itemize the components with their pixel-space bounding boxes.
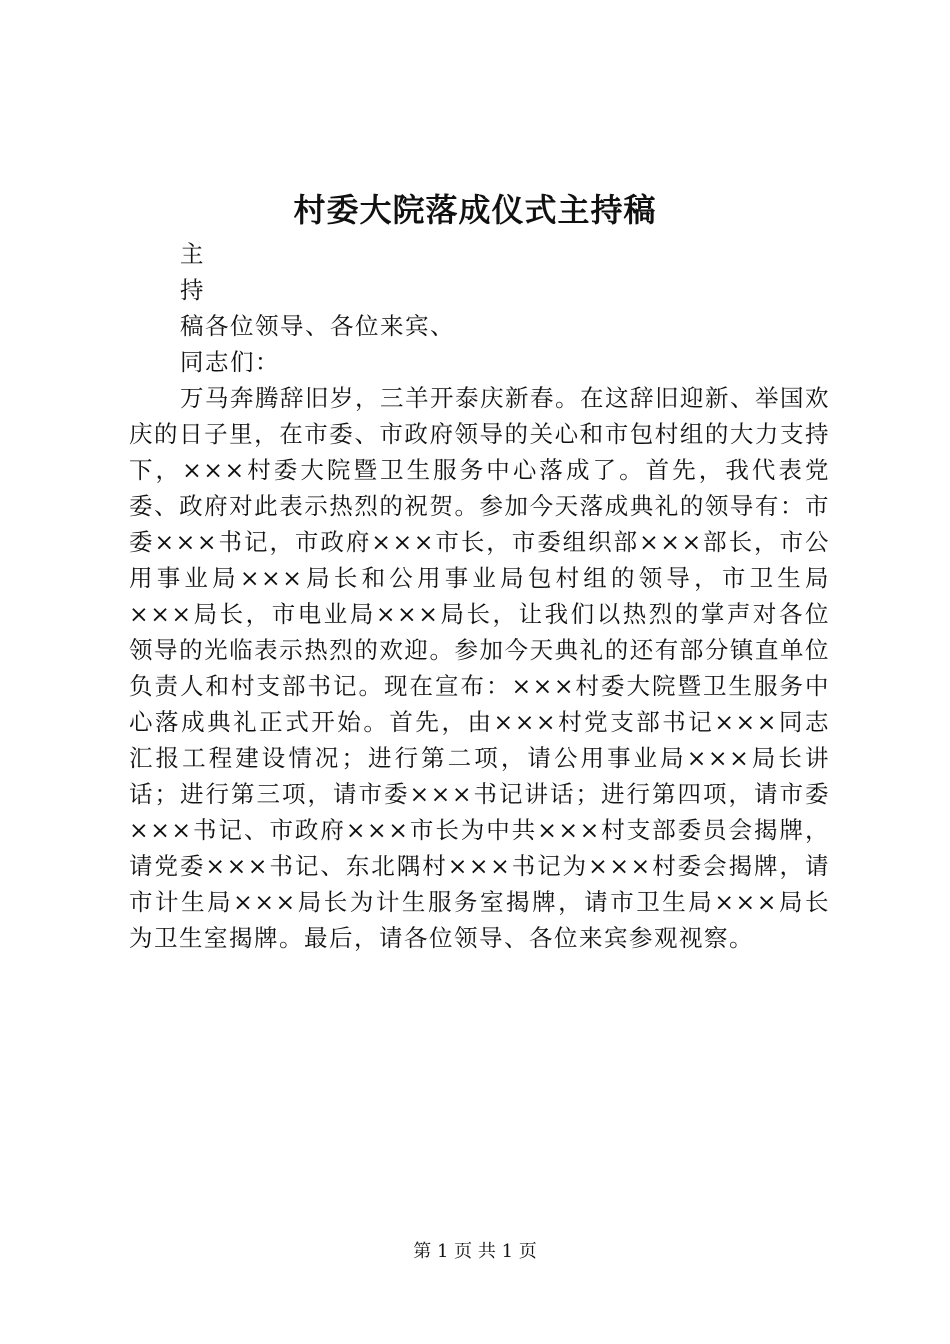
document-title: 村委大院落成仪式主持稿 [293, 191, 657, 229]
document-body [129, 236, 830, 956]
body-paragraph: 万马奔腾辞旧岁，三羊开泰庆新春。在这辞旧迎新、举国欢庆的日子里，在市委、市政府领导的关心和市包村组的大力支持下，×××村委大院暨卫生服务中心落成了。首先，我代表党委、政府对此表示热烈的祝贺。参加今天落成典礼的领导有：市委×××书记，市政府×××市长，市委组织部×××部长，市公用事业局×××局长和公用事业局包村组的领导，市卫生局×××局长，市电业局×××局长，让我们以热烈的掌声对各位领导的光临表示热烈的欢迎。参加今天典礼的还有部分镇直单位负责人和村支部书记。现在宣布：×××村委大院暨卫生服务中心落成典礼正式开始。首先，由×××村党支部书记×××同志汇报工程建设情况；进行第二项，请公用事业局×××局长讲话；进行第三项，请市委×××书记讲话；进行第四项，请市委×××书记、市政府×××市长为中共×××村支部委员会揭牌，请党委×××书记、东北隅村×××书记为×××村委会揭牌，请市计生局×××局长为计生服务室揭牌，请市卫生局×××局长为卫生室揭牌。最后，请各位领导、各位来宾参观视察。 [129, 384, 830, 952]
heading-line: 持 [180, 276, 205, 304]
heading-line: 主 [180, 240, 205, 268]
heading-line: 稿各位领导、各位来宾、 [180, 312, 455, 340]
salutation: 同志们： [180, 348, 280, 376]
page-footer: 第 1 页 共 1 页 [413, 1241, 537, 1262]
